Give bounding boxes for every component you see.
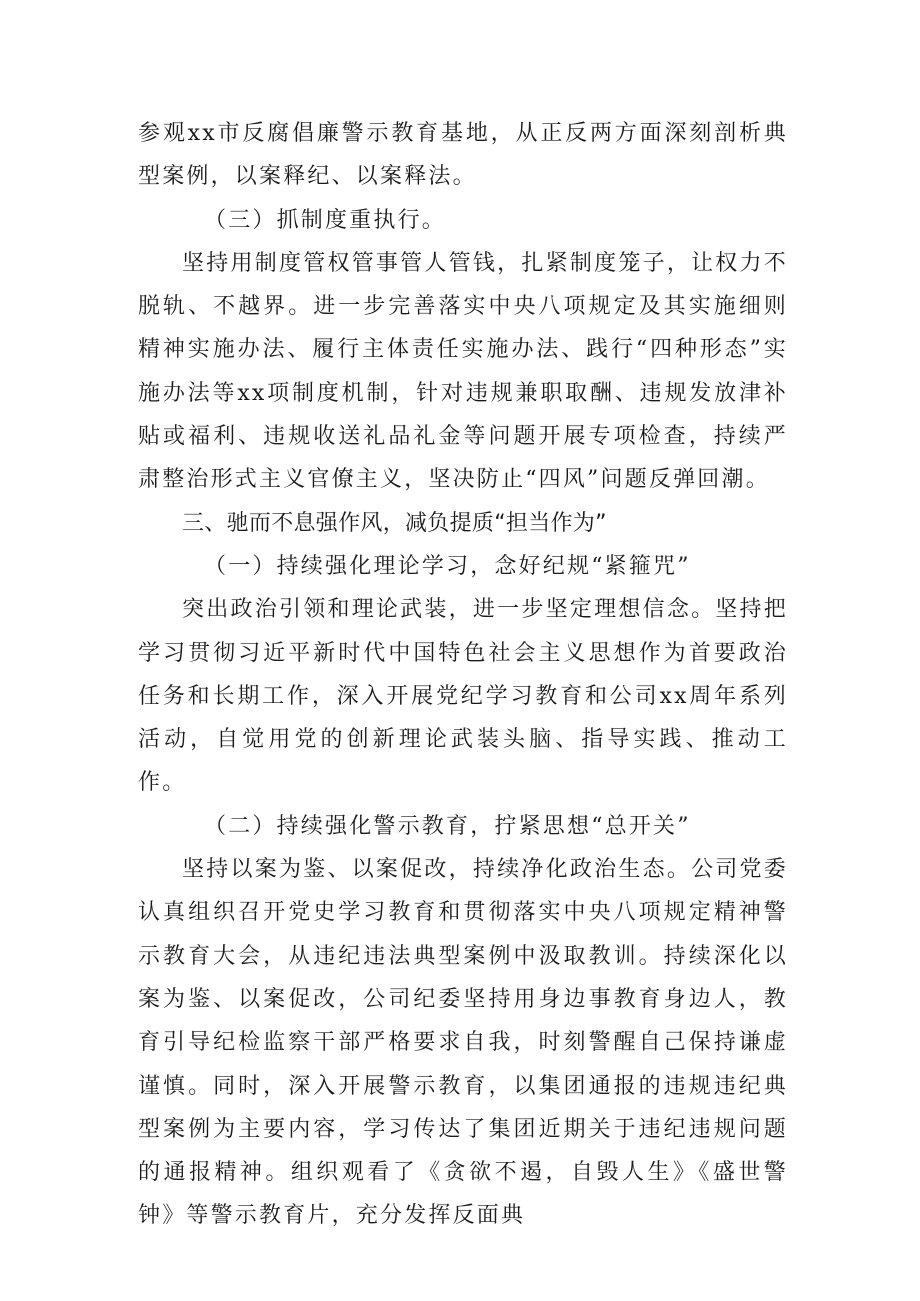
paragraph-continued: 参观xx市反腐倡廉警示教育基地，从正反两方面深刻剖析典型案例，以案释纪、以案释法。 [138, 121, 788, 190]
document-body [138, 112, 788, 1238]
paragraph-warning-education: 坚持以案为鉴、以案促改，持续净化政治生态。公司党委认真组织召开党史学习教育和贯彻落实中央八项规定精神警示教育大会，从违纪违法典型案例中汲取教训。持续深化以案为鉴、以案促改，公司纪委坚持用身边事教育身边人，教育引导纪检监察干部严格要求自我，时刻警醒自己保持谦虚谨慎。同时，深入开展警示教育，以集团通报的违规违纪典型案例为主要内容，学习传达了集团近期关于违纪违规问题的通报精神。组织观看了《贪欲不遏，自毁人生》《盛世警钟》等警示教育片，充分发挥反面典 [138, 857, 788, 1229]
paragraph-system-execution: 坚持用制度管权管事管人管钱，扎紧制度笼子，让权力不脱轨、不越界。进一步完善落实中央八项规定及其实施细则精神实施办法、履行主体责任实施办法、践行“四种形态”实施办法等xx项制度机制，针对违规兼职取酬、违规发放津补贴或福利、违规收送礼品礼金等问题开展专项检查，持续严肃整治形式主义官僚主义，坚决防止“四风”问题反弹回潮。 [138, 250, 788, 493]
subheading-three: （三）抓制度重执行。 [204, 207, 447, 233]
section-heading-three: 三、驰而不息强作风，减负提质“担当作为” [182, 510, 607, 536]
subheading-two: （二）持续强化警示教育，拧紧思想“总开关” [204, 813, 691, 839]
paragraph-theory-study: 突出政治引领和理论武装，进一步坚定理想信念。坚持把学习贯彻习近平新时代中国特色社会主义思想作为首要政治任务和长期工作，深入开展党纪学习教育和公司xx周年系列活动，自觉用党的创新理论武装头脑、指导实践、推动工作。 [138, 597, 788, 796]
subheading-one: （一）持续强化理论学习，念好纪规“紧箍咒” [204, 553, 691, 579]
